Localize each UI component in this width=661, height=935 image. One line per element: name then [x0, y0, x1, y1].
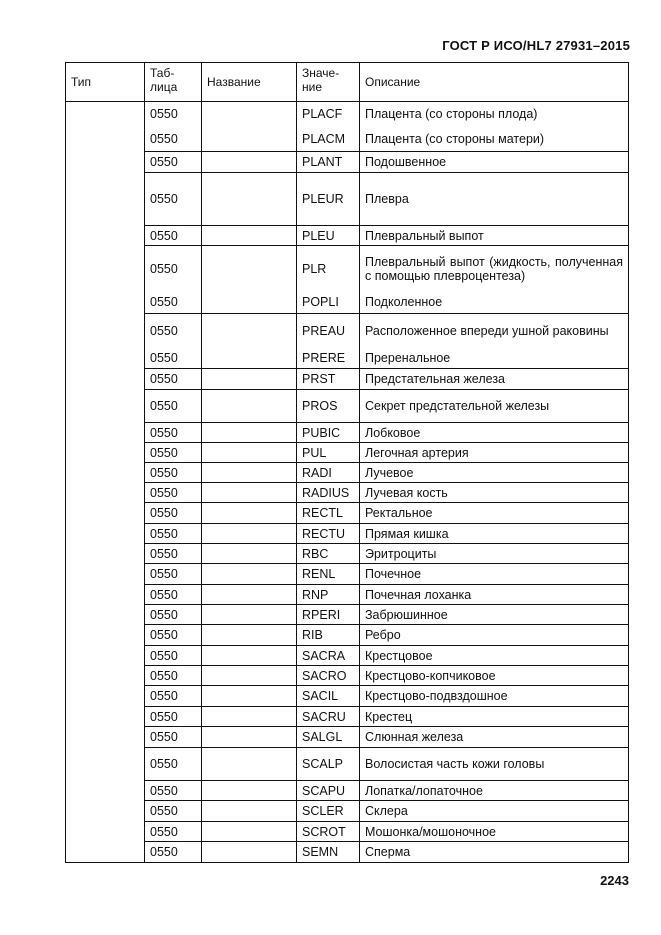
row-table-cell: 0550 — [145, 686, 202, 707]
table-row — [66, 686, 629, 707]
row-value-cell: RPERI — [297, 605, 360, 625]
row-name-cell — [202, 102, 297, 127]
row-name-cell — [202, 349, 297, 369]
table-row — [66, 369, 629, 390]
row-table-cell: 0550 — [145, 605, 202, 625]
row-description-cell: Лобковое — [360, 423, 629, 443]
row-value-cell: PROS — [297, 390, 360, 423]
row-value-cell: RECTL — [297, 503, 360, 524]
row-table-cell: 0550 — [145, 822, 202, 842]
row-description-cell: Плевра — [360, 173, 629, 226]
row-type-cell — [66, 605, 145, 625]
row-value-cell: RNP — [297, 585, 360, 605]
row-value-cell: PLEU — [297, 226, 360, 246]
row-type-cell — [66, 483, 145, 503]
row-description-cell: Секрет предстательной железы — [360, 390, 629, 423]
row-value-cell: RECTU — [297, 524, 360, 544]
row-type-cell — [66, 423, 145, 443]
row-name-cell — [202, 152, 297, 173]
row-type-cell — [66, 646, 145, 666]
row-type-cell — [66, 152, 145, 173]
row-description-cell: Предстательная железа — [360, 369, 629, 390]
row-value-cell: SACIL — [297, 686, 360, 707]
row-table-cell: 0550 — [145, 127, 202, 152]
table-row — [66, 102, 629, 127]
row-description-cell: Легочная артерия — [360, 443, 629, 463]
column-header-type: Тип — [66, 63, 145, 102]
row-name-cell — [202, 369, 297, 390]
table-row — [66, 727, 629, 748]
row-type-cell — [66, 524, 145, 544]
row-type-cell — [66, 443, 145, 463]
row-value-cell: PLANT — [297, 152, 360, 173]
row-value-cell: RADI — [297, 463, 360, 483]
table-row — [66, 524, 629, 544]
row-table-cell: 0550 — [145, 390, 202, 423]
row-description-cell: Крестцовое — [360, 646, 629, 666]
row-type-cell — [66, 390, 145, 423]
row-name-cell — [202, 625, 297, 646]
row-value-cell: RADIUS — [297, 483, 360, 503]
row-description-cell: Лучевая кость — [360, 483, 629, 503]
row-description-cell: Мошонка/мошоночное — [360, 822, 629, 842]
row-type-cell — [66, 727, 145, 748]
row-type-cell — [66, 707, 145, 727]
row-table-cell: 0550 — [145, 564, 202, 585]
row-description-cell: Лопатка/лопаточное — [360, 781, 629, 801]
table-row — [66, 748, 629, 781]
row-value-cell: PLACF — [297, 102, 360, 127]
row-value-cell: PLACM — [297, 127, 360, 152]
column-header-value: Значе- ние — [297, 63, 360, 102]
row-name-cell — [202, 463, 297, 483]
row-type-cell — [66, 226, 145, 246]
row-description-cell: Ребро — [360, 625, 629, 646]
table-row — [66, 822, 629, 842]
row-type-cell — [66, 801, 145, 822]
table-row — [66, 483, 629, 503]
row-table-cell: 0550 — [145, 152, 202, 173]
row-name-cell — [202, 173, 297, 226]
row-description-cell: Прямая кишка — [360, 524, 629, 544]
row-value-cell: SACRU — [297, 707, 360, 727]
row-type-cell — [66, 369, 145, 390]
row-table-cell: 0550 — [145, 314, 202, 349]
table-row — [66, 801, 629, 822]
table-row — [66, 443, 629, 463]
row-name-cell — [202, 585, 297, 605]
row-value-cell: SEMN — [297, 842, 360, 863]
row-description-cell: Крестцово-копчиковое — [360, 666, 629, 686]
table-row — [66, 585, 629, 605]
row-name-cell — [202, 226, 297, 246]
row-description-cell: Волосистая часть кожи головы — [360, 748, 629, 781]
row-type-cell — [66, 314, 145, 349]
table-row — [66, 646, 629, 666]
row-name-cell — [202, 707, 297, 727]
table-row — [66, 625, 629, 646]
row-type-cell — [66, 127, 145, 152]
row-name-cell — [202, 605, 297, 625]
row-name-cell — [202, 842, 297, 863]
row-name-cell — [202, 390, 297, 423]
row-name-cell — [202, 686, 297, 707]
row-description-cell: Крестцово-подвздошное — [360, 686, 629, 707]
table-row — [66, 842, 629, 863]
row-name-cell — [202, 544, 297, 564]
row-name-cell — [202, 666, 297, 686]
table-row — [66, 666, 629, 686]
table-header-row — [66, 63, 629, 102]
row-table-cell: 0550 — [145, 524, 202, 544]
row-description-cell: Плацента (со стороны плода) — [360, 102, 629, 127]
row-description-cell: Расположенное впереди ушной раковины — [360, 314, 629, 349]
row-table-cell: 0550 — [145, 748, 202, 781]
row-type-cell — [66, 292, 145, 314]
row-value-cell: PRERE — [297, 349, 360, 369]
row-type-cell — [66, 842, 145, 863]
row-value-cell: RBC — [297, 544, 360, 564]
row-type-cell — [66, 463, 145, 483]
row-description-cell: Подколенное — [360, 292, 629, 314]
row-type-cell — [66, 102, 145, 127]
row-table-cell: 0550 — [145, 483, 202, 503]
row-value-cell: SALGL — [297, 727, 360, 748]
row-type-cell — [66, 625, 145, 646]
table-row — [66, 605, 629, 625]
table-row — [66, 423, 629, 443]
row-table-cell: 0550 — [145, 443, 202, 463]
row-value-cell: PLEUR — [297, 173, 360, 226]
row-name-cell — [202, 503, 297, 524]
row-table-cell: 0550 — [145, 801, 202, 822]
row-table-cell: 0550 — [145, 666, 202, 686]
row-table-cell: 0550 — [145, 727, 202, 748]
row-type-cell — [66, 544, 145, 564]
table-row — [66, 564, 629, 585]
row-description-cell: Слюнная железа — [360, 727, 629, 748]
row-table-cell: 0550 — [145, 781, 202, 801]
page-number: 2243 — [600, 873, 629, 888]
row-description-cell: Плацента (со стороны матери) — [360, 127, 629, 152]
row-description-cell: Плевральный выпот — [360, 226, 629, 246]
table-row — [66, 349, 629, 369]
row-table-cell: 0550 — [145, 246, 202, 292]
row-description-cell: Сперма — [360, 842, 629, 863]
table-row — [66, 781, 629, 801]
row-name-cell — [202, 781, 297, 801]
row-table-cell: 0550 — [145, 102, 202, 127]
table-row — [66, 127, 629, 152]
row-value-cell: SACRA — [297, 646, 360, 666]
column-header-description: Описание — [360, 63, 629, 102]
code-table — [65, 62, 629, 863]
row-type-cell — [66, 503, 145, 524]
row-value-cell: SACRO — [297, 666, 360, 686]
row-value-cell: RENL — [297, 564, 360, 585]
row-value-cell: PRST — [297, 369, 360, 390]
row-name-cell — [202, 292, 297, 314]
row-description-cell: Забрюшинное — [360, 605, 629, 625]
row-value-cell: PREAU — [297, 314, 360, 349]
row-table-cell: 0550 — [145, 544, 202, 564]
column-header-table: Таб- лица — [145, 63, 202, 102]
row-description-cell: Преренальное — [360, 349, 629, 369]
row-name-cell — [202, 423, 297, 443]
row-name-cell — [202, 314, 297, 349]
row-type-cell — [66, 585, 145, 605]
column-header-name: Название — [202, 63, 297, 102]
table-row — [66, 173, 629, 226]
row-table-cell: 0550 — [145, 503, 202, 524]
row-value-cell: SCROT — [297, 822, 360, 842]
table-row — [66, 292, 629, 314]
row-table-cell: 0550 — [145, 292, 202, 314]
table-row — [66, 226, 629, 246]
row-type-cell — [66, 781, 145, 801]
row-table-cell: 0550 — [145, 173, 202, 226]
row-table-cell: 0550 — [145, 646, 202, 666]
row-type-cell — [66, 666, 145, 686]
row-name-cell — [202, 127, 297, 152]
row-value-cell: PUL — [297, 443, 360, 463]
row-value-cell: RIB — [297, 625, 360, 646]
row-description-cell: Крестец — [360, 707, 629, 727]
table-row — [66, 463, 629, 483]
row-name-cell — [202, 727, 297, 748]
row-table-cell: 0550 — [145, 842, 202, 863]
row-description-cell: Ректальное — [360, 503, 629, 524]
table-row — [66, 390, 629, 423]
row-value-cell: PLR — [297, 246, 360, 292]
row-type-cell — [66, 686, 145, 707]
row-value-cell: PUBIC — [297, 423, 360, 443]
row-description-cell: Почечная лоханка — [360, 585, 629, 605]
row-name-cell — [202, 564, 297, 585]
row-name-cell — [202, 524, 297, 544]
row-type-cell — [66, 246, 145, 292]
row-name-cell — [202, 801, 297, 822]
row-table-cell: 0550 — [145, 226, 202, 246]
table-row — [66, 503, 629, 524]
document-header: ГОСТ Р ИСО/HL7 27931–2015 — [442, 38, 630, 53]
row-table-cell: 0550 — [145, 707, 202, 727]
row-description-cell: Подошвенное — [360, 152, 629, 173]
row-name-cell — [202, 246, 297, 292]
row-type-cell — [66, 173, 145, 226]
table-row — [66, 707, 629, 727]
row-description-cell: Плевральный выпот (жидкость, полученная с помощью плевроцентеза) — [360, 246, 629, 292]
row-value-cell: SCLER — [297, 801, 360, 822]
row-table-cell: 0550 — [145, 625, 202, 646]
row-table-cell: 0550 — [145, 585, 202, 605]
row-name-cell — [202, 483, 297, 503]
table-row — [66, 152, 629, 173]
table-row — [66, 246, 629, 292]
row-table-cell: 0550 — [145, 463, 202, 483]
row-table-cell: 0550 — [145, 423, 202, 443]
row-description-cell: Лучевое — [360, 463, 629, 483]
row-type-cell — [66, 349, 145, 369]
row-name-cell — [202, 822, 297, 842]
row-type-cell — [66, 564, 145, 585]
row-value-cell: SCAPU — [297, 781, 360, 801]
row-name-cell — [202, 748, 297, 781]
table-body — [66, 102, 629, 863]
row-description-cell: Эритроциты — [360, 544, 629, 564]
row-description-cell: Почечное — [360, 564, 629, 585]
row-type-cell — [66, 748, 145, 781]
row-table-cell: 0550 — [145, 349, 202, 369]
row-name-cell — [202, 443, 297, 463]
row-value-cell: POPLI — [297, 292, 360, 314]
row-value-cell: SCALP — [297, 748, 360, 781]
row-type-cell — [66, 822, 145, 842]
row-description-cell: Склера — [360, 801, 629, 822]
table-row — [66, 544, 629, 564]
row-name-cell — [202, 646, 297, 666]
row-table-cell: 0550 — [145, 369, 202, 390]
table-row — [66, 314, 629, 349]
